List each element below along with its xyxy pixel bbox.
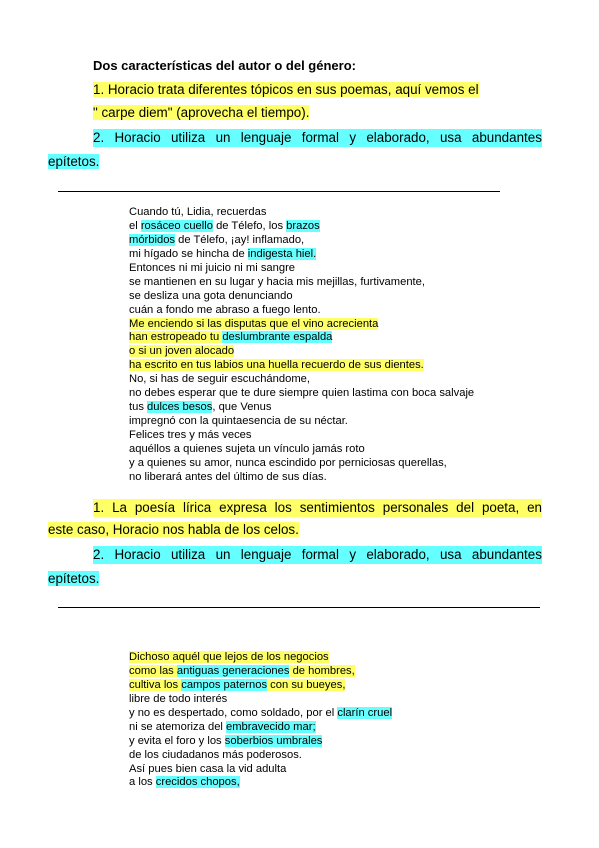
trait-b-1-word: lírica xyxy=(182,500,212,515)
highlighted-phrase: como las xyxy=(129,664,177,677)
poem-text: el xyxy=(129,219,141,232)
poem-text: tus xyxy=(129,401,148,414)
trait-2-word: 2. xyxy=(93,130,105,145)
trait-b-1-word: La xyxy=(112,500,127,515)
trait-b-1-word: sentimientos xyxy=(299,500,375,515)
highlighted-phrase: de hombres, xyxy=(289,664,355,677)
poem-line xyxy=(129,471,474,485)
trait-2-word: Horacio xyxy=(114,130,161,145)
trait-b-1-word: poesía xyxy=(134,500,176,515)
poem-line xyxy=(129,776,392,790)
poem-line xyxy=(129,707,392,721)
highlighted-phrase: crecidos chopos, xyxy=(155,776,240,789)
trait-b-1-word: expresa xyxy=(219,500,267,515)
trait-b-2-word: usa xyxy=(439,547,462,562)
poem-text: Felices tres y más veces xyxy=(129,429,252,441)
section-heading: Dos características del autor o del género: xyxy=(93,58,356,73)
highlighted-phrase: o si un joven alocado xyxy=(129,345,235,358)
highlighted-phrase: campos paternos xyxy=(181,678,268,691)
trait-b-1-word: 1. xyxy=(93,500,105,515)
poem-line xyxy=(129,665,392,679)
poem-line xyxy=(129,262,474,276)
trait-2-word: un xyxy=(215,130,231,145)
highlighted-phrase: cultiva los xyxy=(129,678,182,691)
highlighted-phrase: antiguas generaciones xyxy=(176,664,290,677)
trait-b-1-line-1 xyxy=(93,499,542,517)
poem-text: , que Venus xyxy=(212,401,272,414)
highlighted-phrase: Dichoso aquél que lejos de los negocios xyxy=(129,651,329,663)
poem-line xyxy=(129,234,474,248)
poem-text: mi hígado se hincha de xyxy=(129,247,248,260)
highlighted-phrase: Me enciendo si las disputas que el vino acrecienta xyxy=(129,317,379,330)
trait-2-line-1 xyxy=(93,129,542,147)
poem-line xyxy=(129,721,392,735)
poem-line xyxy=(129,359,474,373)
poem-text: no liberará antes del último de sus días. xyxy=(129,470,327,483)
trait-2-line-2 xyxy=(48,151,99,174)
trait-b-2-highlight-2: epítetos. xyxy=(48,571,100,586)
highlighted-phrase: brazos xyxy=(286,219,320,232)
trait-b-1-word: los xyxy=(274,500,292,515)
poem-text: No, si has de seguir escuchándome, xyxy=(129,373,310,386)
poem-text: de Télefo, los xyxy=(212,219,287,232)
trait-b-2-word: Horacio xyxy=(114,547,161,562)
poem-line xyxy=(129,415,474,429)
poem-text: libre de todo interés xyxy=(129,692,228,705)
highlighted-phrase: mórbidos xyxy=(129,233,176,246)
trait-b-1-highlight-2: este caso, Horacio nos habla de los celos. xyxy=(48,522,299,537)
trait-b-2-word: elaborado, xyxy=(366,547,430,562)
highlighted-phrase: clarín cruel xyxy=(337,706,393,719)
poem-line xyxy=(129,443,474,457)
trait-2-word: elaborado, xyxy=(366,130,430,145)
poem-text: Así pues bien casa la vid adulta xyxy=(129,762,287,775)
trait-b-2-word: utiliza xyxy=(170,547,206,562)
poem-line xyxy=(129,373,474,387)
poem-2 xyxy=(129,651,392,790)
trait-b-1-word: del xyxy=(456,500,475,515)
poem-line xyxy=(129,457,474,471)
poem-text: de los ciudadanos más poderosos. xyxy=(129,748,302,761)
poem-text: y a quienes su amor, nunca escindido por perniciosas querellas, xyxy=(129,456,447,469)
poem-line xyxy=(129,318,474,332)
trait-1-highlight: 1. Horacio trata diferentes tópicos en sus poemas, aquí vemos el xyxy=(93,82,479,97)
highlighted-phrase: soberbios umbrales xyxy=(224,734,323,747)
trait-2-word: lenguaje xyxy=(240,130,292,145)
highlighted-phrase: con su bueyes, xyxy=(267,678,346,691)
poem-text: y no es despertado, como soldado, por el xyxy=(129,706,338,719)
trait-2-highlight-2: epítetos. xyxy=(48,154,100,169)
poem-line xyxy=(129,401,474,415)
poem-line xyxy=(129,290,474,304)
poem-line xyxy=(129,220,474,234)
poem-text: Cuando tú, Lidia, recuerdas xyxy=(129,206,267,218)
poem-line xyxy=(129,679,392,693)
highlighted-phrase: han estropeado tu xyxy=(129,331,223,344)
trait-b-1-word: personales xyxy=(382,500,449,515)
poem-line xyxy=(129,345,474,359)
highlighted-phrase: deslumbrante espalda xyxy=(222,331,333,344)
trait-2-word: formal xyxy=(301,130,339,145)
divider-line-2 xyxy=(58,607,540,608)
poem-line xyxy=(129,749,392,763)
poem-text: impregnó con la quintaesencia de su néctar. xyxy=(129,415,348,428)
trait-b-2-line-1 xyxy=(93,546,542,564)
trait-b-2-line-2 xyxy=(48,568,99,591)
trait-2-word: y xyxy=(349,130,357,145)
poem-text: se desliza una gota denunciando xyxy=(129,289,293,302)
poem-line xyxy=(129,248,474,262)
trait-1-line-2 xyxy=(93,102,309,125)
trait-b-2-word: 2. xyxy=(93,547,105,562)
poem-line xyxy=(129,276,474,290)
poem-line xyxy=(129,206,474,220)
poem-text: no debes esperar que te dure siempre quien lastima con boca salvaje xyxy=(129,387,475,400)
poem-text: de Télefo, ¡ay! inflamado, xyxy=(175,233,305,246)
trait-b-2-word: formal xyxy=(301,547,339,562)
poem-line xyxy=(129,304,474,318)
trait-b-2-word: un xyxy=(215,547,231,562)
highlighted-phrase: rosáceo cuello xyxy=(140,219,213,232)
poem-text: cuán a fondo me abraso a fuego lento. xyxy=(129,303,321,316)
poem-line xyxy=(129,735,392,749)
poem-line xyxy=(129,429,474,443)
poem-text: ni se atemoriza del xyxy=(129,720,227,733)
trait-b-2-word: y xyxy=(349,547,357,562)
poem-line xyxy=(129,651,392,665)
poem-line xyxy=(129,693,392,707)
trait-1-highlight-2: " carpe diem" (aprovecha el tiempo). xyxy=(93,105,310,120)
trait-b-2-word: abundantes xyxy=(471,547,542,562)
trait-b-2-word: lenguaje xyxy=(240,547,292,562)
highlighted-phrase: indigesta hiel. xyxy=(247,247,317,260)
highlighted-phrase: ha escrito en tus labios una huella recuerdo de sus dientes. xyxy=(129,359,424,372)
trait-2-word: abundantes xyxy=(471,130,542,145)
poem-text: se mantienen en su lugar y hacia mis mejillas, furtivamente, xyxy=(129,275,425,288)
poem-text: Entonces ni mi juicio ni mi sangre xyxy=(129,261,296,274)
highlighted-phrase: dulces besos xyxy=(147,401,213,414)
trait-b-1-line-2 xyxy=(48,519,299,542)
trait-b-1-word: en xyxy=(527,500,542,515)
trait-2-word: usa xyxy=(439,130,462,145)
poem-text: y evita el foro y los xyxy=(129,734,225,747)
poem-text: aquéllos a quienes sujeta un vínculo jamás roto xyxy=(129,442,365,455)
poem-line xyxy=(129,387,474,401)
poem-text: a los xyxy=(129,776,156,789)
poem-1 xyxy=(129,206,474,485)
divider-line-1 xyxy=(58,191,500,192)
poem-line xyxy=(129,763,392,777)
trait-b-1-word: poeta, xyxy=(481,500,520,515)
highlighted-phrase: embravecido mar; xyxy=(226,720,316,733)
trait-2-word: utiliza xyxy=(170,130,206,145)
trait-1-line-1 xyxy=(93,79,479,102)
poem-line xyxy=(129,331,474,345)
